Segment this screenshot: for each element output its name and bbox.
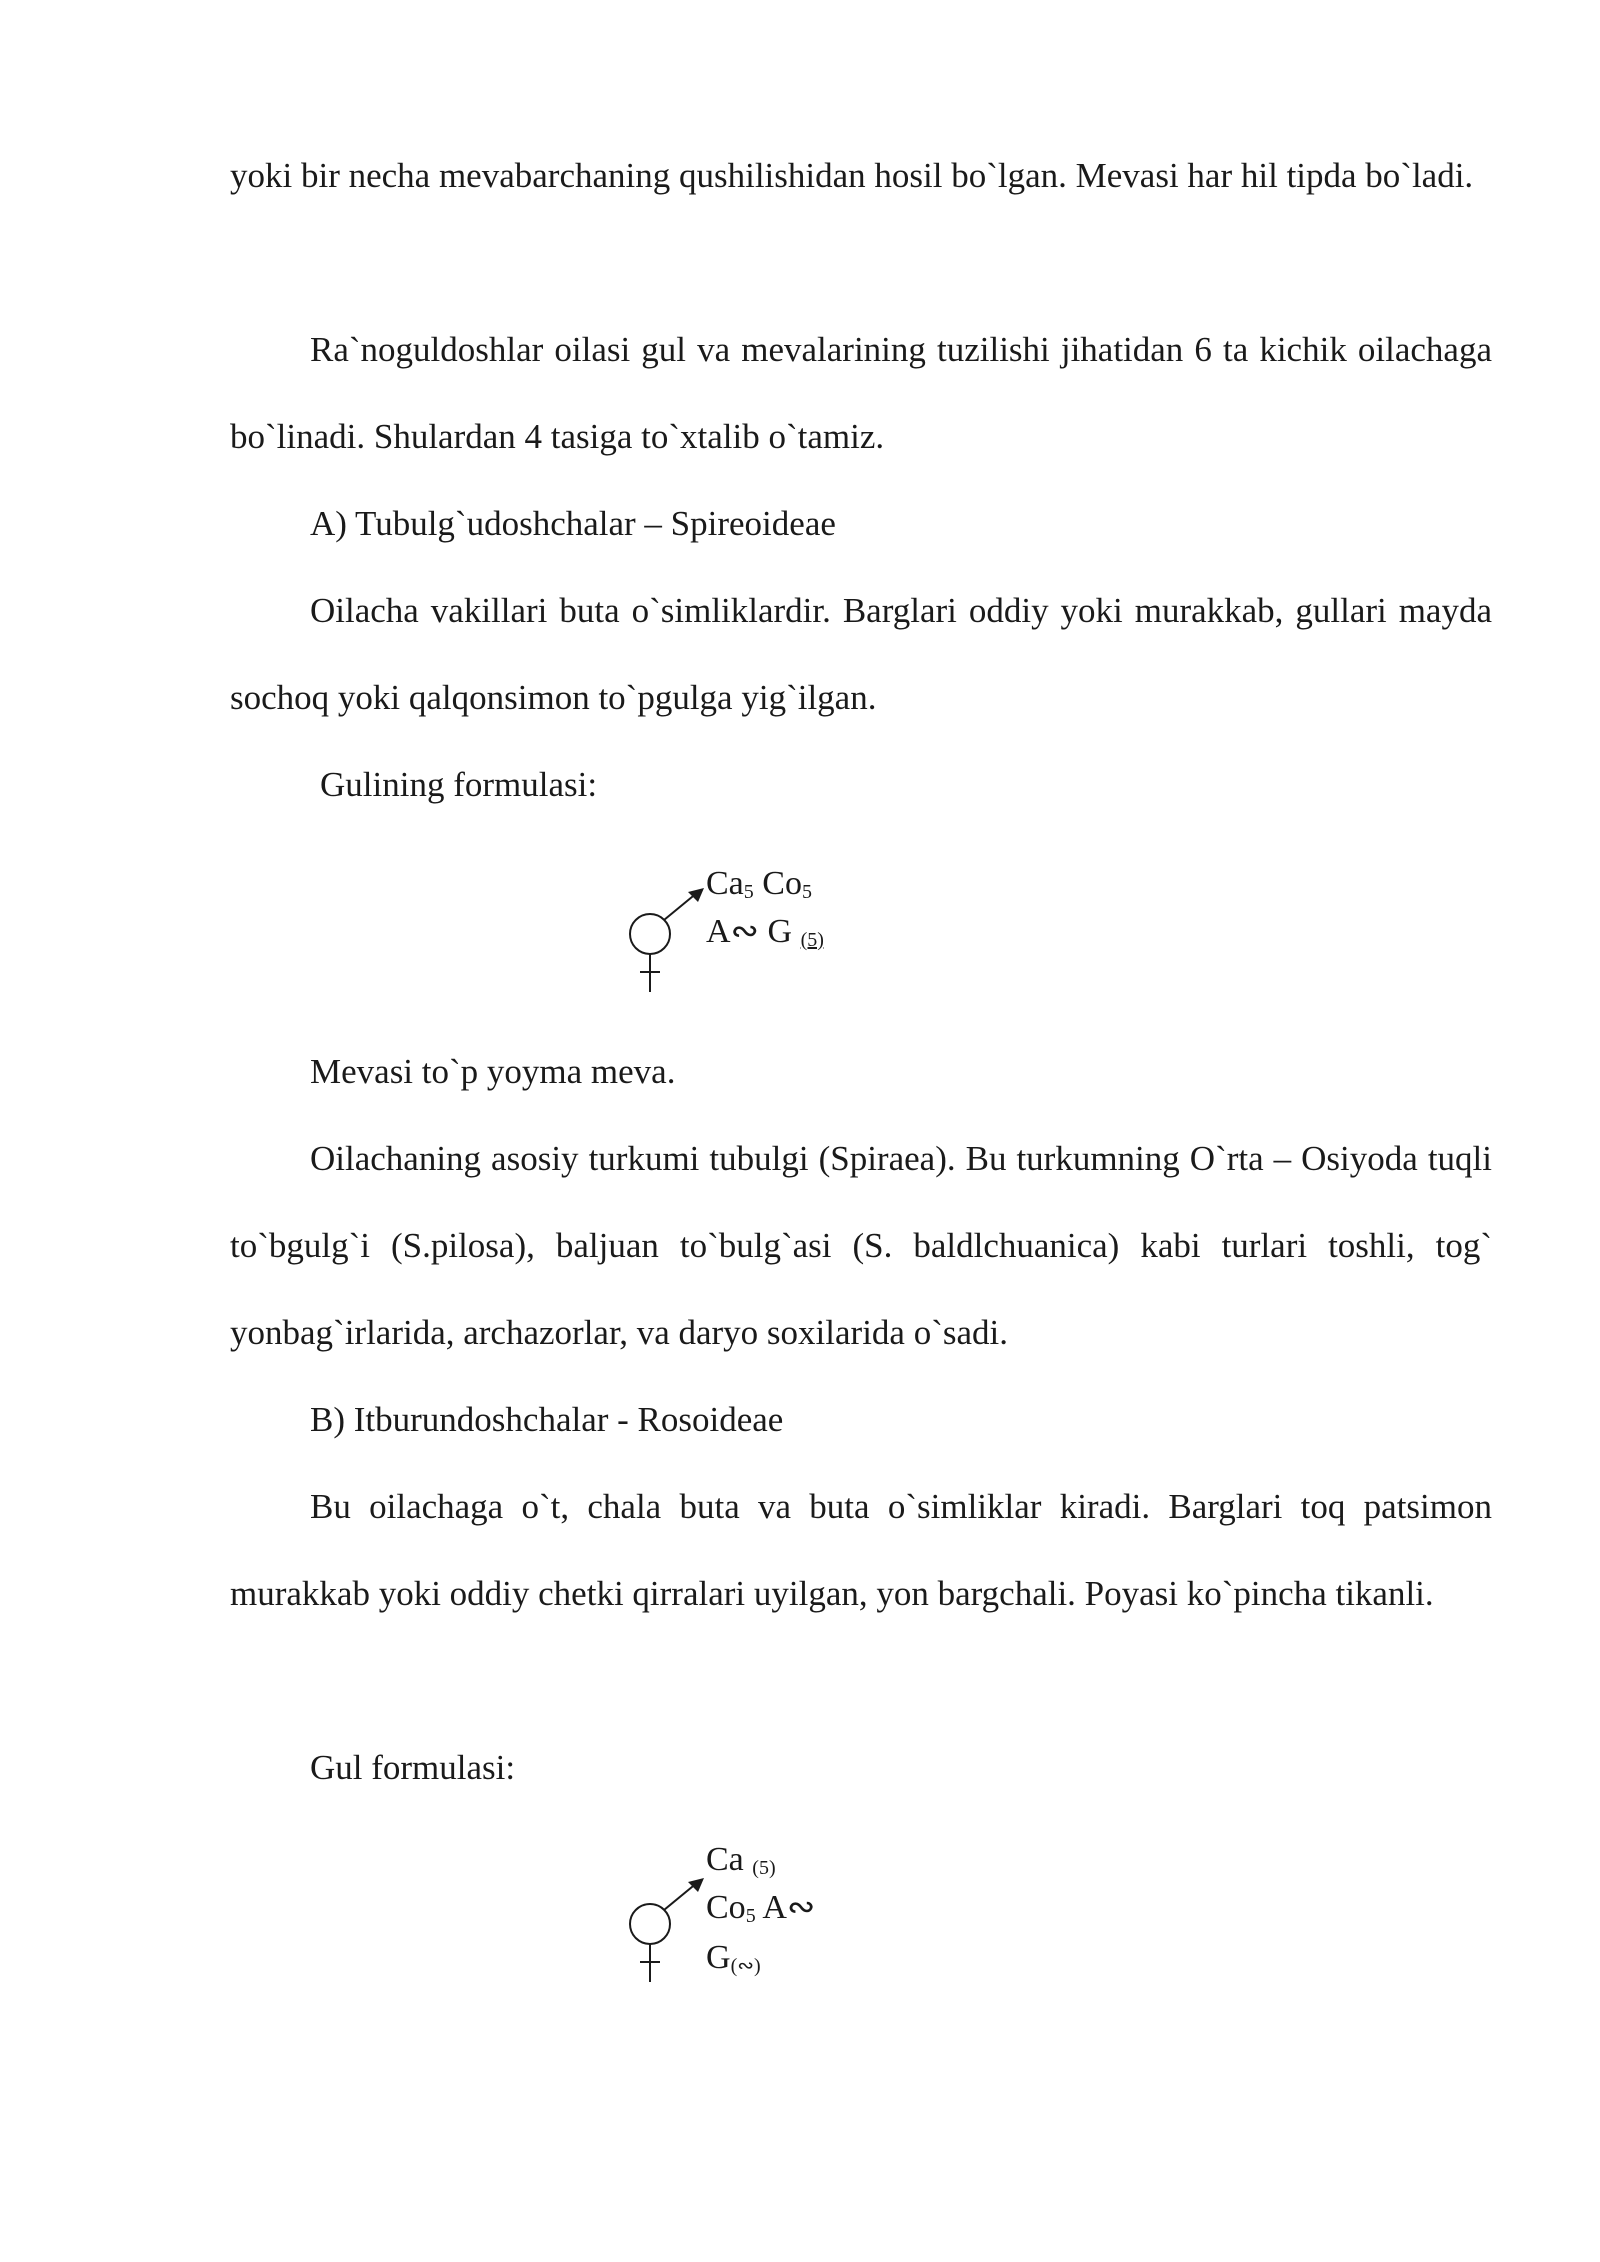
paragraph-5: Oilachaning asosiy turkumi tubulgi (Spiraea). Bu turkumning O`rta – Osiyoda tuqli to`bgulg`i (S.pilosa), baljuan to`bulg`asi (S. baldlchuanica) kabi turlari toshli, tog` yonbag`irlarida, archazorlar, va daryo soxilarida o`sadi.	[230, 1139, 1492, 1352]
gynoecium-count: (∾)	[730, 1955, 761, 1977]
gynoecium: G	[706, 1939, 731, 1976]
corolla-count: 5	[745, 1905, 756, 1927]
paragraph-2: Ra`noguldoshlar oilasi gul va mevalarining tuzilishi jihatidan 6 ta kichik oilachaga bo`linadi. Shulardan 4 tasiga to`xtalib o`tamiz.	[230, 330, 1492, 456]
corolla-count: 5	[801, 881, 812, 903]
hermaphrodite-icon	[608, 880, 718, 1000]
corolla: Co	[706, 1889, 746, 1926]
paragraph-3: Oilacha vakillari buta o`simliklardir. Barglari oddiy yoki murakkab, gullari mayda sochoq yoki qalqonsimon to`pgulga yig`ilgan.	[230, 591, 1492, 717]
section-heading-b: B) Itburundoshchalar - Rosoideae	[310, 1400, 784, 1439]
paragraph-6: Bu oilachaga o`t, chala buta va buta o`simliklar kiradi. Barglari toq patsimon murakkab yoki oddiy chetki qirralari uyilgan, yon bargchali. Poyasi ko`pincha tikanli.	[230, 1487, 1492, 1613]
androecium: A∾	[706, 913, 760, 950]
formula-2-line-3	[706, 1934, 761, 1990]
formula-1-line-2	[706, 908, 824, 964]
androecium: A∾	[762, 1889, 816, 1926]
formula-label-1: Gulining formulasi:	[320, 765, 598, 804]
section-heading-a: A) Tubulg`udoshchalar – Spireoideae	[310, 504, 836, 543]
gynoecium: G	[767, 913, 793, 950]
corolla: Co	[762, 865, 802, 902]
formula-2-line-2	[706, 1884, 815, 1940]
calyx: Ca	[706, 865, 744, 902]
paragraph-4: Mevasi to`p yoyma meva.	[310, 1052, 676, 1091]
calyx-count: 5	[743, 881, 754, 903]
hermaphrodite-icon	[608, 1870, 718, 1990]
calyx-count: (5)	[752, 1857, 776, 1879]
calyx: Ca	[706, 1841, 744, 1878]
gynoecium-count: (5)	[800, 929, 824, 951]
formula-label-2: Gul formulasi:	[310, 1748, 516, 1787]
paragraph-1: yoki bir necha mevabarchaning qushilishidan hosil bo`lgan. Mevasi har hil tipda bo`ladi.	[230, 156, 1474, 195]
